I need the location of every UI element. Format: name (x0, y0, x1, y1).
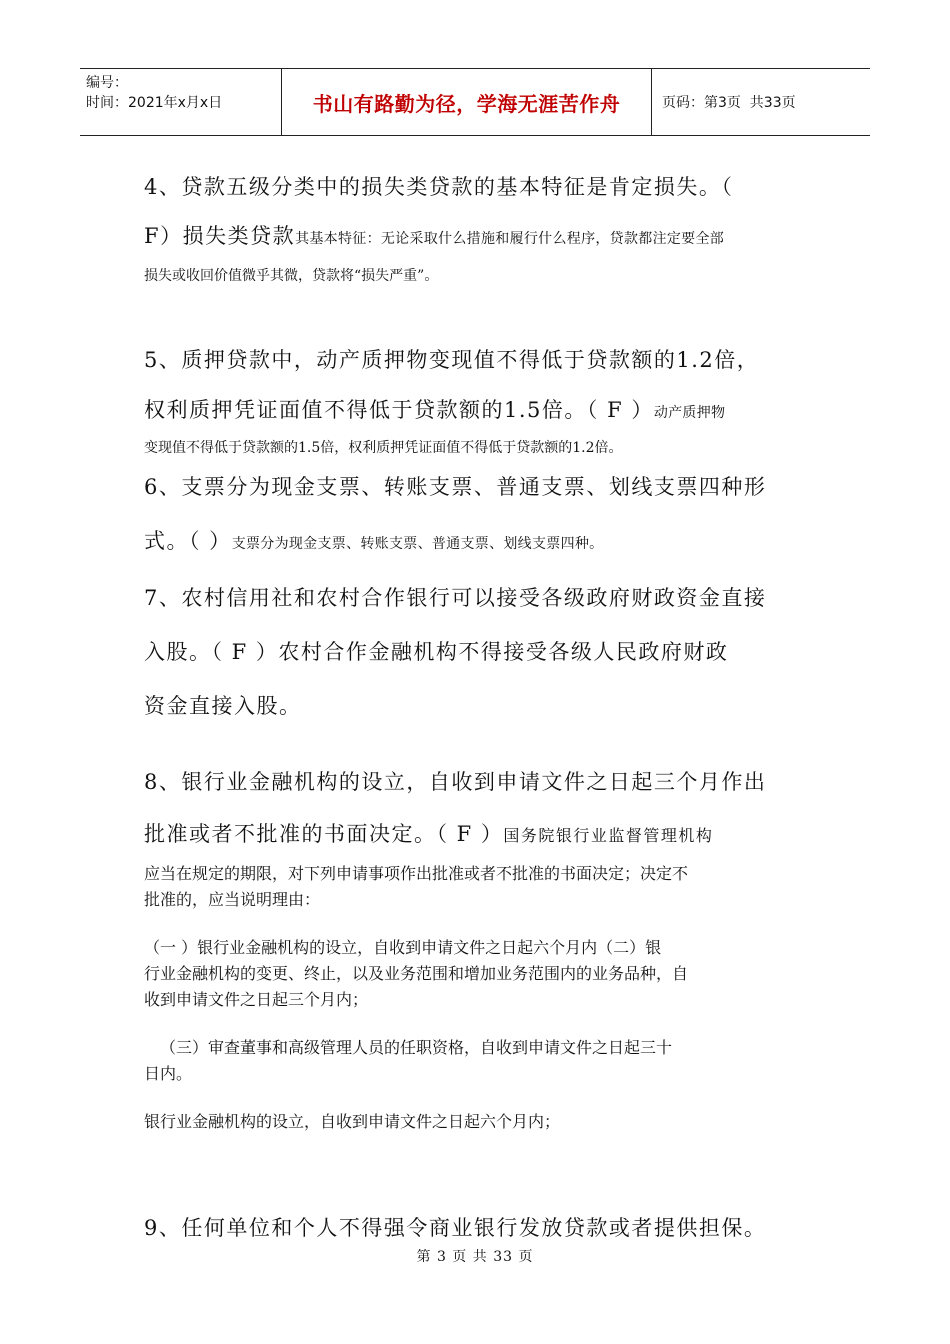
question-5-explanation-a: 动产质押物 (653, 405, 726, 421)
header-motto-cell (282, 69, 652, 135)
question-5-line-1: 5、质押贷款中，动产质押物变现值不得低于贷款额的1.2倍， (144, 348, 760, 372)
question-7-line-2: 入股。（ F ）农村合作金融机构不得接受各级人民政府财政 (144, 640, 729, 664)
spacer (144, 1135, 824, 1201)
page-info: 页码：第3页 共33页 (662, 95, 796, 111)
question-4-line-2 (144, 214, 824, 261)
time-label: 时间：2021年x月x日 (86, 95, 223, 111)
question-8-explanation-b: 应当在规定的期限，对下列申请事项作出批准或者不批准的书面决定；决定不 (144, 864, 689, 883)
spacer (144, 1013, 824, 1035)
question-8-item-1-b: 行业金融机构的变更、终止，以及业务范围和增加业务范围内的业务品种，自 (144, 964, 689, 983)
question-8-line-1: 8、银行业金融机构的设立，自收到申请文件之日起三个月作出 (144, 770, 767, 794)
question-5-explanation-b: 变现值不得低于贷款额的1.5倍，权利质押凭证面值不得低于贷款额的1.2倍。 (144, 440, 623, 456)
question-8-line-2 (144, 809, 824, 861)
question-8-summary: 银行业金融机构的设立，自收到申请文件之日起六个月内； (144, 1112, 561, 1131)
motto: 书山有路勤为径，学海无涯苦作舟 (312, 91, 621, 116)
question-8-item-3-b: 日内。 (144, 1064, 193, 1083)
question-5-statement: 权利质押凭证面值不得低于贷款额的1.5倍。（ F ） (144, 398, 654, 422)
question-6-statement: 式。（ ） (144, 529, 232, 553)
question-4-line-1: 4、贷款五级分类中的损失类贷款的基本特征是肯定损失。（ (144, 175, 734, 199)
question-8-item-1-c: 收到申请文件之日起三个月内； (144, 990, 369, 1009)
question-8-statement: 批准或者不批准的书面决定。（ F ） (144, 822, 504, 846)
question-8-item-1-a: （一 ）银行业金融机构的设立，自收到申请文件之日起六个月内（二）银 (144, 938, 662, 957)
question-4-answer: F）损失类贷款 (144, 224, 296, 248)
question-5-line-2 (144, 387, 824, 436)
number-label: 编号： (86, 75, 128, 91)
question-8-explanation-a: 国务院银行业监督管理机构 (503, 826, 714, 845)
question-7-line-1: 7、农村信用社和农村合作银行可以接受各级政府财政资金直接 (144, 586, 767, 610)
question-7-line-3: 资金直接入股。 (144, 694, 302, 718)
spacer (144, 913, 824, 935)
question-6-explanation: 支票分为现金支票、转账支票、普通支票、划线支票四种。 (231, 536, 604, 552)
header-meta (80, 69, 282, 135)
question-9-line-1: 9、任何单位和个人不得强令商业银行发放贷款或者提供担保。 (144, 1216, 767, 1240)
question-4-explanation-b: 损失或收回价值微乎其微，贷款将“损失严重”。 (144, 268, 439, 284)
question-6-line-2 (144, 514, 824, 571)
question-8-explanation-c: 批准的，应当说明理由： (144, 890, 321, 909)
header-page-cell (652, 69, 870, 135)
spacer (144, 1087, 824, 1109)
document-body (144, 160, 824, 1255)
document-header (80, 68, 870, 136)
question-6-line-1: 6、支票分为现金支票、转账支票、普通支票、划线支票四种形 (144, 475, 767, 499)
spacer (144, 733, 824, 755)
question-8-item-3-a: （三）审查董事和高级管理人员的任职资格，自收到申请文件之日起三十 (160, 1038, 673, 1057)
page-footer: 第 3 页 共 33 页 (416, 1249, 534, 1265)
question-4-explanation-a: 其基本特征：无论采取什么措施和履行什么程序，贷款都注定要全部 (295, 231, 725, 247)
